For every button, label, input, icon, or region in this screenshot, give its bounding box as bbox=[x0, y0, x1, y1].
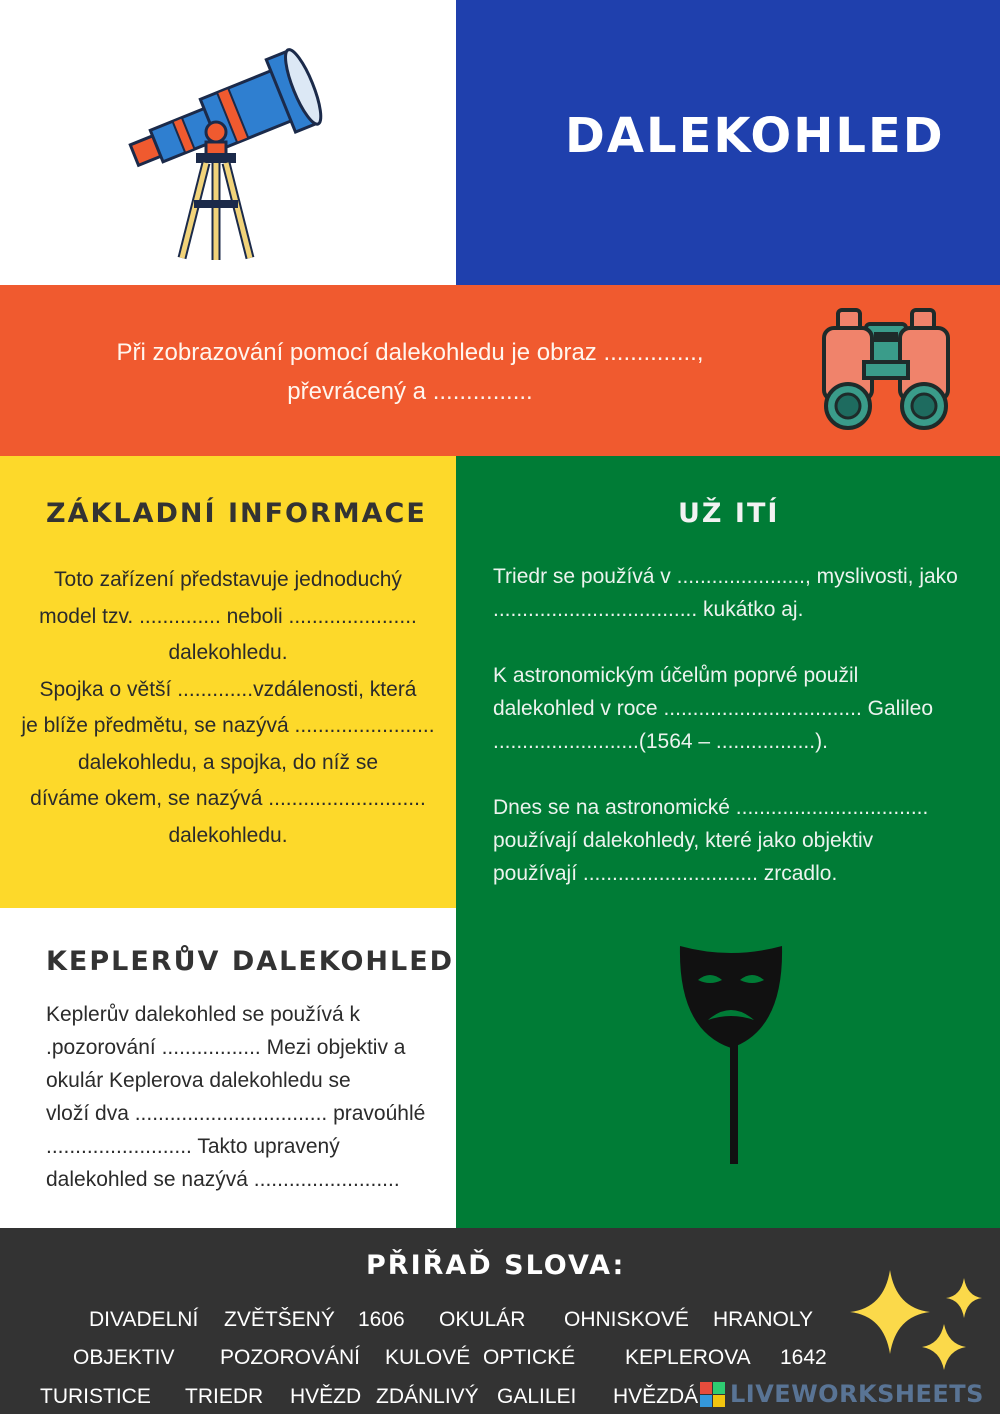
word-item: POZOROVÁNÍ bbox=[220, 1346, 361, 1369]
word-item: 1606 bbox=[358, 1308, 405, 1331]
kepler-line: .pozorování ................. Mezi objektiv a bbox=[46, 1036, 406, 1059]
intro-line: Při zobrazování pomocí dalekohledu je obraz .............., bbox=[116, 339, 704, 366]
word-item: HVĚZD bbox=[290, 1385, 362, 1408]
word-bank-heading: PŘIŘAĎ SLOVA: bbox=[366, 1250, 626, 1281]
word-item: KULOVÉ bbox=[385, 1346, 471, 1369]
sparkles-icon bbox=[848, 1268, 988, 1380]
basic-info-line: Spojka o větší .............vzdálenosti, která bbox=[39, 677, 417, 701]
usage-line: Dnes se na astronomické ................................. bbox=[493, 796, 929, 819]
usage-line: Triedr se používá v ......................, myslivosti, jako bbox=[493, 565, 958, 588]
word-item: HRANOLY bbox=[713, 1308, 813, 1331]
logo-icon bbox=[700, 1382, 726, 1408]
basic-info-line: dalekohledu. bbox=[168, 823, 288, 847]
basic-info-line: je blíže předmětu, se nazývá ........................ bbox=[21, 714, 435, 737]
word-item: DIVADELNÍ bbox=[89, 1308, 199, 1331]
word-item: KEPLEROVA bbox=[625, 1346, 751, 1369]
basic-info-line: díváme okem, se nazývá ........................... bbox=[30, 787, 426, 810]
basic-info-line: dalekohledu. bbox=[168, 641, 288, 664]
usage-line: používají .............................. zrcadlo. bbox=[493, 862, 838, 885]
word-item: TRIEDR bbox=[185, 1385, 264, 1408]
word-item: ZDÁNLIVÝ bbox=[376, 1385, 479, 1408]
basic-info-text bbox=[20, 562, 436, 854]
word-item: OBJEKTIV bbox=[73, 1346, 175, 1369]
word-item: TURISTICE bbox=[40, 1385, 151, 1408]
kepler-line: Keplerův dalekohled se používá k bbox=[46, 1003, 361, 1026]
usage-line: dalekohled v roce .................................. Galileo bbox=[493, 697, 934, 720]
basic-info-line: dalekohledu, a spojka, do níž se bbox=[77, 750, 379, 774]
basic-info-line: Toto zařízení představuje jednoduchý bbox=[54, 568, 402, 591]
usage-line: K astronomickým účelům poprvé použil bbox=[493, 664, 859, 687]
word-item: 1642 bbox=[780, 1346, 827, 1369]
kepler-line: dalekohled se nazývá ......................... bbox=[46, 1168, 400, 1191]
kepler-line: okulár Keplerova dalekohledu se bbox=[46, 1069, 351, 1092]
kepler-line: ......................... Takto upravený bbox=[46, 1135, 340, 1158]
usage-heading: UŽ ITÍ bbox=[678, 498, 780, 529]
word-item: HVĚZDÁ bbox=[613, 1385, 699, 1408]
kepler-heading: KEPLERŮV DALEKOHLED bbox=[46, 946, 455, 977]
usage-line: používají dalekohledy, které jako objektiv bbox=[493, 829, 874, 852]
binoculars-icon bbox=[818, 306, 954, 434]
watermark-text: LIVEWORKSHEETS bbox=[730, 1380, 984, 1408]
word-item: OHNISKOVÉ bbox=[564, 1308, 689, 1331]
word-item: GALILEI bbox=[497, 1385, 577, 1408]
telescope-icon bbox=[110, 20, 330, 265]
word-item: OKULÁR bbox=[439, 1308, 526, 1331]
word-item: OPTICKÉ bbox=[483, 1346, 576, 1369]
basic-info-line: model tzv. .............. neboli ...................... bbox=[39, 604, 417, 628]
kepler-text bbox=[46, 998, 446, 1196]
usage-line: .........................(1564 – .................). bbox=[493, 730, 828, 753]
theatre-mask-icon bbox=[676, 940, 786, 1166]
usage-text bbox=[493, 560, 973, 890]
watermark bbox=[700, 1378, 996, 1410]
word-item: ZVĚTŠENÝ bbox=[224, 1308, 335, 1331]
usage-line: ................................... kukátko aj. bbox=[493, 598, 804, 621]
basic-info-heading: ZÁKLADNÍ INFORMACE bbox=[46, 498, 427, 529]
kepler-line: vloží dva ................................. pravoúhlé bbox=[46, 1102, 426, 1125]
intro-sentence bbox=[40, 333, 780, 411]
intro-line: převrácený a ............... bbox=[287, 378, 533, 405]
page-title: DALEKOHLED bbox=[565, 108, 945, 164]
